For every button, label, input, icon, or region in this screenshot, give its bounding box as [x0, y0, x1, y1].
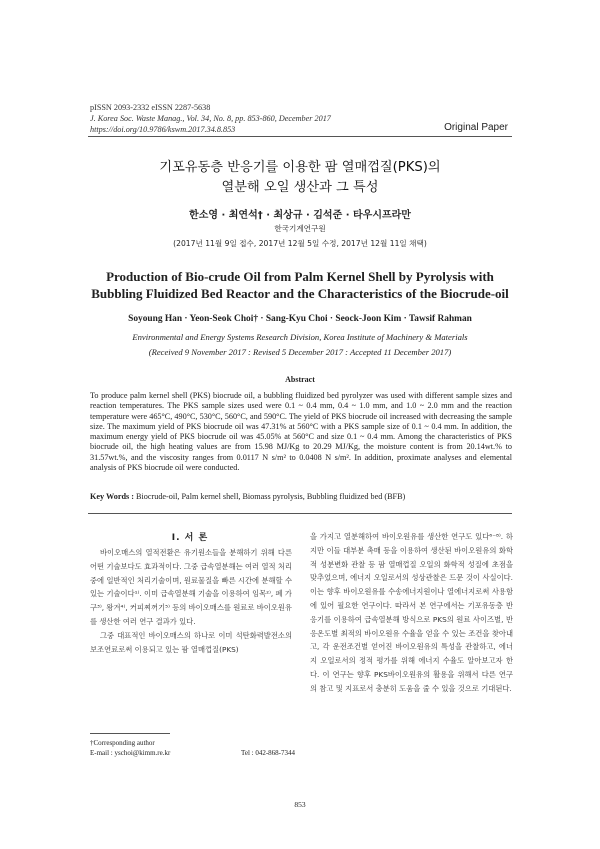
footnote	[90, 738, 295, 758]
korean-title-line2: 열분해 오일 생산과 그 특성	[221, 180, 379, 195]
issn: pISSN 2093-2332 eISSN 2287-5638	[90, 103, 211, 112]
english-dates: (Received 9 November 2017 : Revised 5 December 2017 : Accepted 11 December 2017)	[148, 347, 452, 357]
korean-authors: 한소영 · 최연석† · 최상규 · 김석준 · 타우시프라만	[189, 210, 411, 221]
abstract-text: To produce palm kernel shell (PKS) biocrude oil, a bubbling fluidized bed pyrolyzer was used with different sample sizes and reaction temperatures. The PKS sample sizes used were 0.1 ~ 0.4 mm, 0.4 ~ 1.0 mm, and 1.0 ~ 2.0 mm and the reaction temperature were 465°C, 490°C, 530°C, 560°C, and 590°C. The yield of PKS biocrude oil increased with decreasing the sample size. The maximum yield of PKS biocrude oil was 47.31% at 560°C with a PKS sample size of 0.1 ~ 0.4 mm. In addition, the maximum energy yield of PKS biocrude oil was 45.05% at 560°C and size 0.1 ~ 0.4 mm. Among the characteristics of PKS biocrude oil, the high heating values are from 15.98 MJ/Kg to 20.29 MJ/Kg, the moisture content is from 20.14wt.% to 31.57wt.%, and the viscosity ranges from 0.0117 N s/m² to 0.0408 N s/m². In addition, proximate analyses and elemental analysis of PKS biocrude oil were conducted.	[90, 391, 512, 473]
keywords	[90, 492, 512, 501]
keywords-label: Key Words :	[90, 492, 134, 501]
left-paragraph-2: 그중 대표적인 바이오매스의 하나로 이미 석탄화력발전소의 보조연료로써 이용되고 있는 팜 열매껍질(PKS)	[90, 630, 292, 654]
abstract-heading: Abstract	[285, 375, 315, 384]
page-number: 853	[294, 800, 306, 809]
corresponding-author-label: †Corresponding author	[90, 739, 155, 747]
section-heading: I. 서 론	[171, 533, 209, 543]
header-rule	[88, 136, 512, 137]
english-authors: Soyoung Han · Yeon-Seok Choi† · Sang-Kyu Choi · Seock-Joon Kim · Tawsif Rahman	[128, 314, 472, 324]
korean-title-line1: 기포유동층 반응기를 이용한 팜 열매껍질(PKS)의	[159, 160, 441, 175]
right-paragraph-1: 을 가지고 열분해하여 바이오원유를 생산한 연구도 있다⁶⁻⁸⁾. 하지만 이들 대부분 촉매 등을 이용하여 생산된 바이오원유의 화학적 성분변화 관찰 등 팜 열매껍질 오일의 화학적 성질에 초점을 맞추었으며, 에너지 오일로서의 성상관찰은 드문 것이 사실이다. 이는 향후 바이오원유를 수송에너지원이나 열에너지로써 사용함에 있어 필요한 연구이다. 따라서 본 연구에서는 기포유동층 반응기를 이용하여 급속열분해 방식으로 PKS의 원료 사이즈별, 반응온도별 최적의 바이오원유 수율을 얻을 수 있는 조건을 찾아내고, 각 운전조건별 얻어진 바이오원유의 특성을 관찰하고, 에너지 오일로서의 정적 평가를 위해 에너지 수율도 알아보고자 한다. 이 연구는 향후 PKS바이오원유의 활용을 위해서 다른 연구의 참고 및 지표로서 충분히 도움을 줄 수 있을 것으로 기대된다.	[310, 532, 513, 693]
left-column	[90, 546, 292, 656]
journal-meta	[90, 102, 331, 135]
article-type: Original Paper	[444, 122, 508, 133]
author-email[interactable]: E-mail : yschoi@kimm.re.kr	[90, 749, 171, 757]
doi-link[interactable]: https://doi.org/10.9786/kswm.2017.34.8.853	[90, 125, 236, 134]
korean-dates: (2017년 11월 9일 접수, 2017년 12월 5일 수정, 2017년 12월 11일 채택)	[173, 239, 427, 248]
english-affiliation: Environmental and Energy Systems Research Division, Korea Institute of Machinery & Materials	[132, 332, 468, 342]
footnote-rule	[90, 733, 170, 734]
right-column	[310, 530, 513, 696]
author-phone: Tel : 042-868-7344	[241, 749, 295, 757]
left-paragraph-1: 바이오매스의 열적전환은 유기원소들을 분해하기 위해 다른 어떤 기술보다도 효과적이다. 그중 급속열분해는 여러 열적 처리 중에 일반적인 처리기술이며, 원료물질을 빠른 시간에 분해할 수 있는 기술이다¹⁾. 이미 급속열분해 기술을 이용하여 임목²⁾, 폐 가구³⁾, 왕겨⁴⁾, 커피찌꺼기⁵⁾ 등의 바이오매스를 원료로 바이오원유를 생산한 여러 연구 결과가 있다.	[90, 548, 292, 626]
english-title-line1: Production of Bio-crude Oil from Palm Kernel Shell by Pyrolysis with	[106, 269, 494, 284]
english-title	[60, 268, 540, 302]
abstract-rule	[88, 513, 512, 514]
journal-citation: J. Korea Soc. Waste Manag., Vol. 34, No. 8, pp. 853-860, December 2017	[90, 114, 331, 123]
english-title-line2: Bubbling Fluidized Bed Reactor and the Characteristics of the Biocrude-oil	[91, 286, 509, 301]
keywords-list: Biocrude-oil, Palm kernel shell, Biomass pyrolysis, Bubbling fluidized bed (BFB)	[136, 492, 406, 501]
korean-title	[60, 158, 540, 198]
korean-affiliation: 한국기계연구원	[274, 224, 326, 233]
